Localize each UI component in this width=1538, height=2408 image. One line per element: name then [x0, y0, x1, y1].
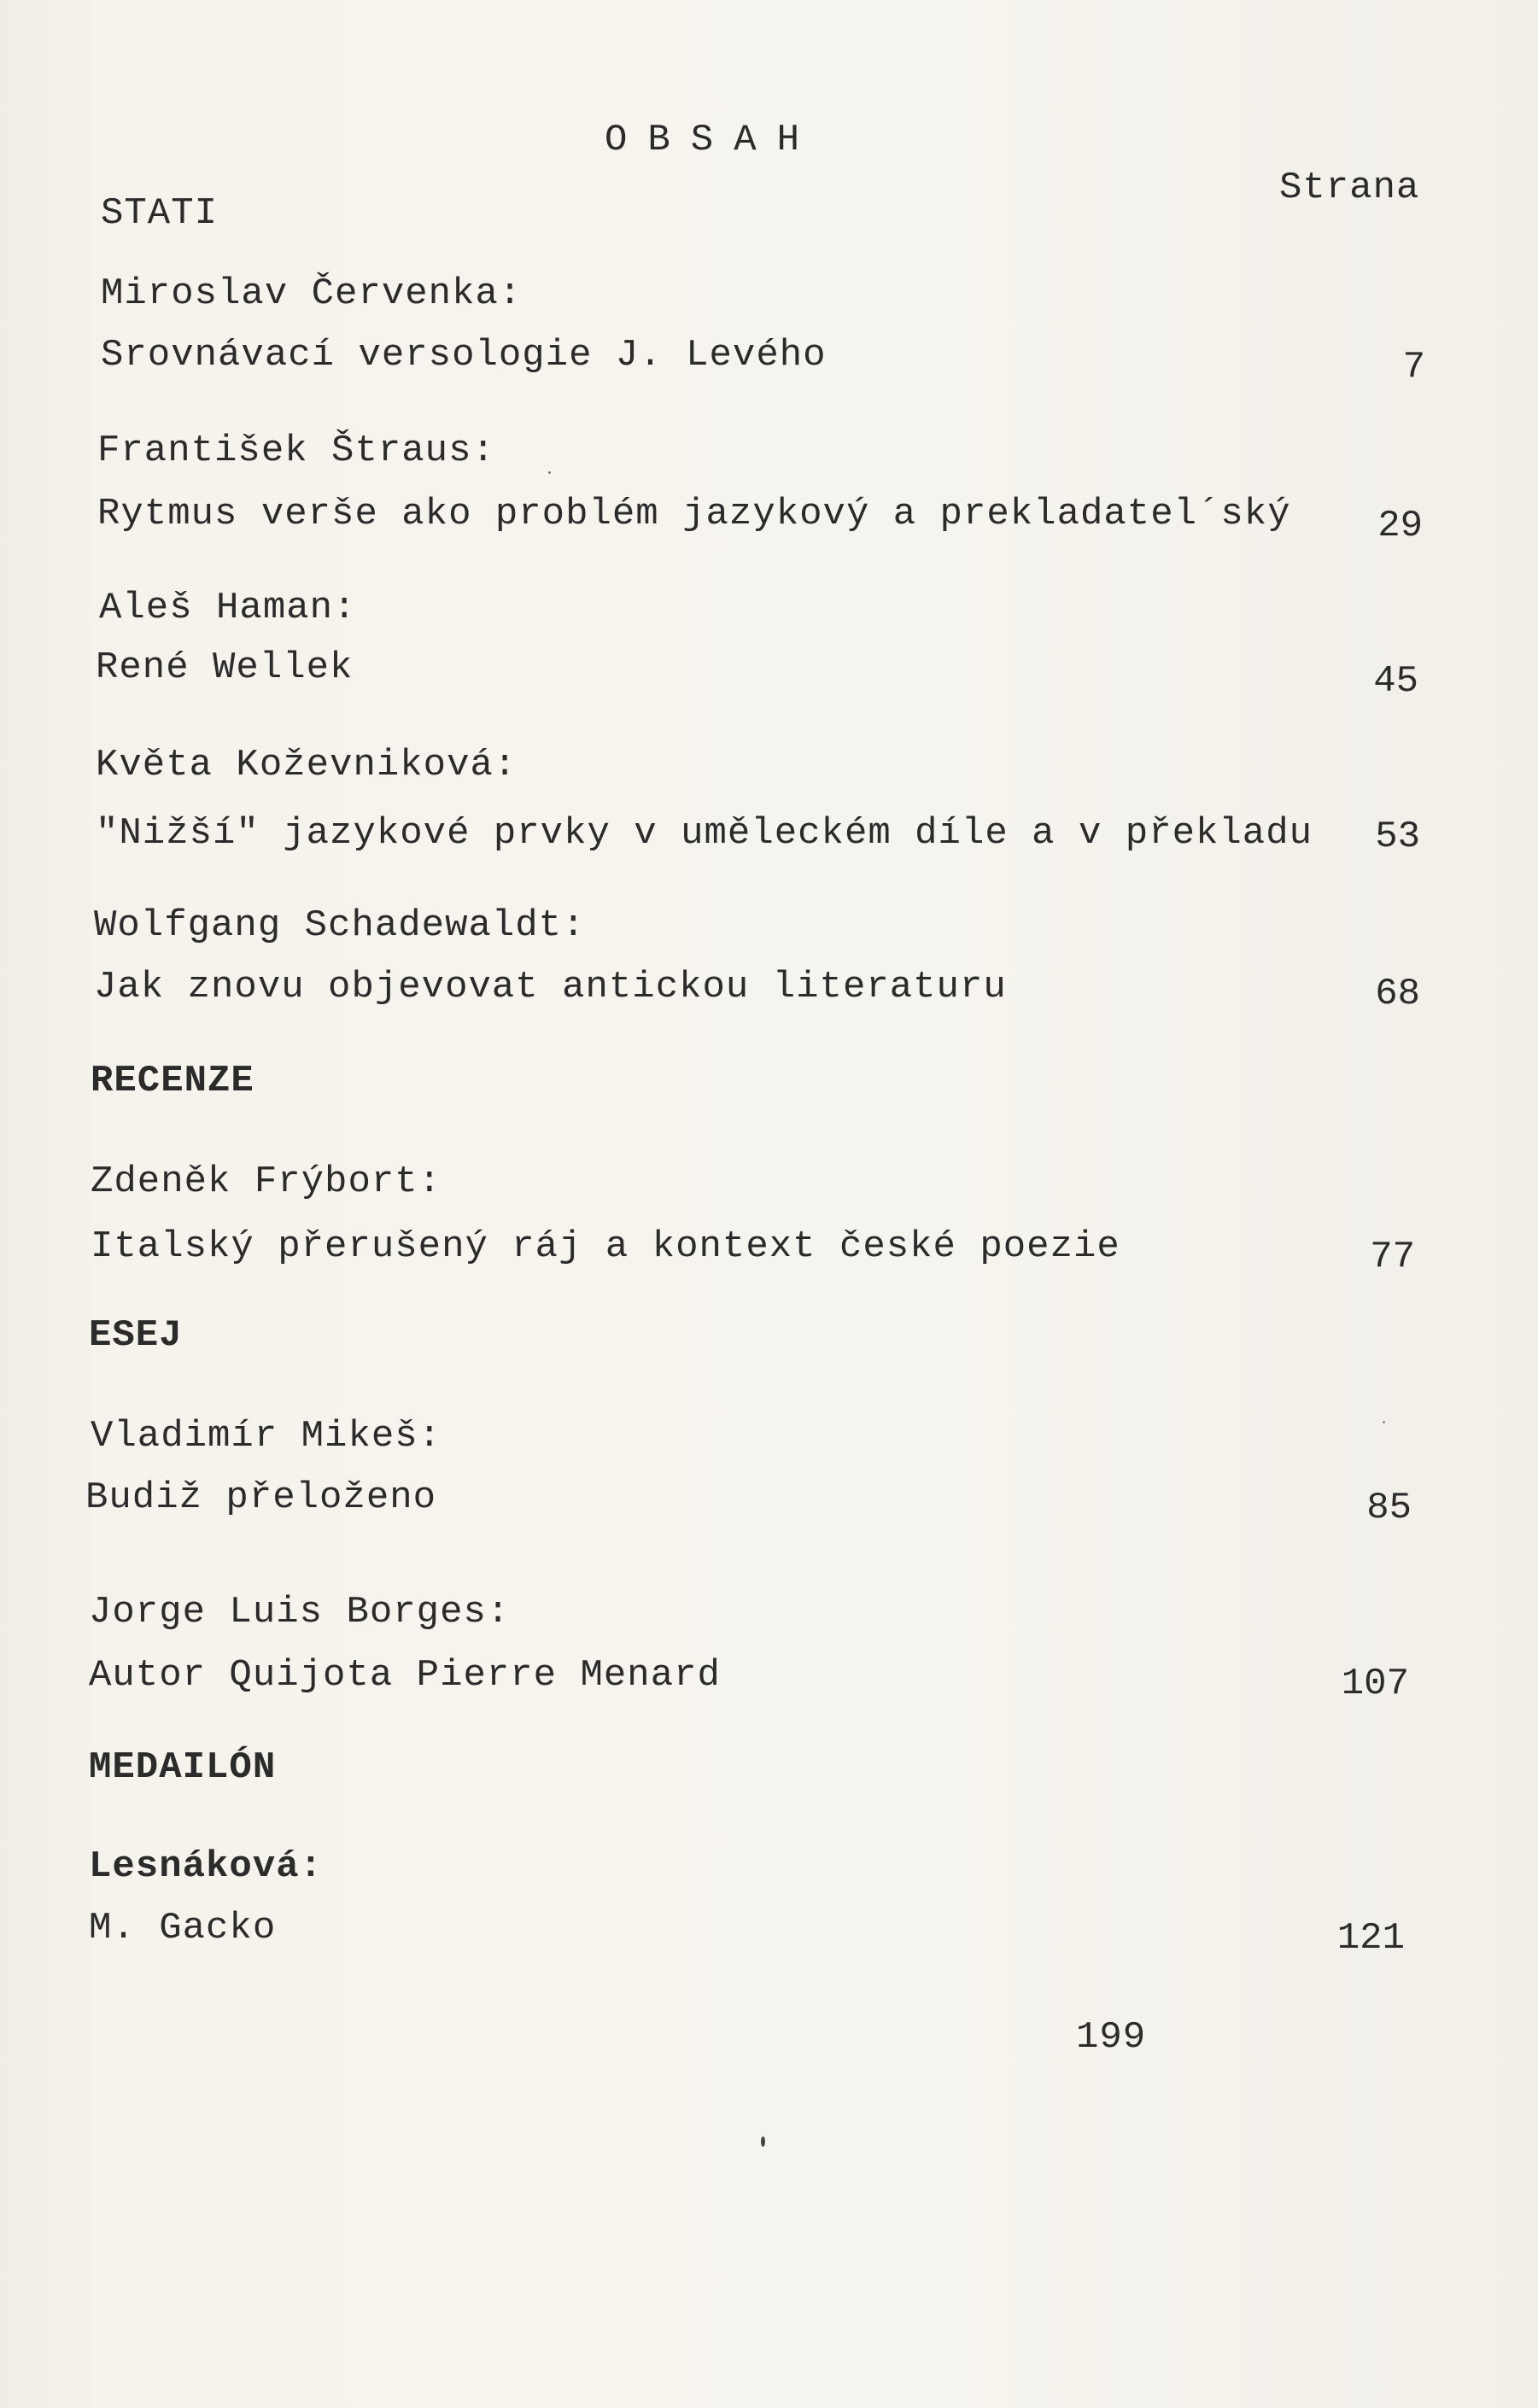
entry-page-number: 85 — [1366, 1487, 1412, 1529]
entry-title: Autor Quijota Pierre Menard — [89, 1654, 721, 1697]
entry-author: František Štraus: — [97, 430, 495, 472]
entry-page-number: 68 — [1375, 973, 1420, 1015]
entry-author: Wolfgang Schadewaldt: — [94, 904, 586, 947]
ink-speck — [761, 2136, 765, 2147]
footer-page-number: 199 — [1076, 2016, 1147, 2059]
entry-page-number: 29 — [1377, 505, 1423, 547]
entry-page-number: 45 — [1373, 660, 1418, 703]
entry-page-number: 53 — [1375, 815, 1420, 858]
entry-author: Vladimír Mikeš: — [91, 1415, 442, 1458]
entry-page-number: 107 — [1341, 1663, 1409, 1705]
ink-speck — [548, 471, 551, 474]
entry-author: Květa Koževniková: — [96, 744, 518, 786]
entry-author: Miroslav Červenka: — [101, 272, 523, 315]
entry-title: Budiž přeloženo — [85, 1476, 437, 1519]
page-column-label: Strana — [1279, 167, 1420, 209]
section-heading-recenze: RECENZE — [91, 1060, 254, 1102]
section-heading-esej: ESEJ — [89, 1314, 183, 1357]
entry-title: Jak znovu objevovat antickou literaturu — [94, 966, 1007, 1008]
entry-title: René Wellek — [96, 646, 354, 689]
entry-title: Srovnávací versologie J. Levého — [101, 334, 827, 377]
page-title: OBSAH — [605, 119, 821, 161]
entry-author: Jorge Luis Borges: — [89, 1591, 511, 1634]
entry-author: Lesnáková: — [89, 1845, 324, 1888]
entry-title: "Nižší" jazykové prvky v uměleckém díle a v překladu — [96, 812, 1313, 855]
entry-page-number: 7 — [1402, 346, 1425, 389]
entry-author: Aleš Haman: — [99, 587, 357, 629]
entry-title: M. Gacko — [89, 1907, 277, 1949]
ink-speck — [1383, 1421, 1385, 1423]
section-heading-medailon: MEDAILÓN — [89, 1746, 277, 1789]
entry-page-number: 121 — [1336, 1917, 1405, 1960]
entry-title: Rytmus verše ako problém jazykový a prekladatel´ský — [97, 493, 1291, 535]
entry-page-number: 77 — [1370, 1236, 1415, 1278]
entry-author: Zdeněk Frýbort: — [91, 1160, 442, 1203]
section-heading-stati: STATI — [101, 192, 219, 235]
entry-title: Italský přerušený ráj a kontext české poezie — [91, 1225, 1120, 1268]
